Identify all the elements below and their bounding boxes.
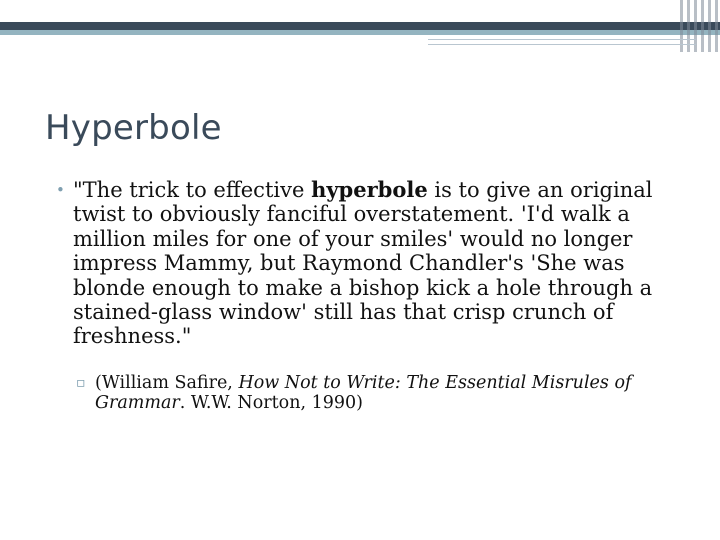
- header-accent-strip: [0, 30, 720, 35]
- header-line-decoration: [428, 37, 696, 49]
- slide-title: Hyperbole: [45, 108, 222, 148]
- quote-text-start: "The trick to effective: [73, 178, 312, 202]
- decor-line: [428, 44, 696, 45]
- decor-line: [428, 39, 696, 40]
- bullet-dot-icon: •: [56, 181, 65, 199]
- citation-author: (William Safire,: [95, 372, 239, 393]
- quote-text-end: is to give an original twist to obviously fanciful overstatement. 'I'd walk a million miles for one of your smiles' would no longer impress Mammy, but Raymond Chandler's 'She was blonde enough to make a bishop kick a hole through a stained-glass window' still has that crisp crunch of freshness.": [73, 178, 653, 349]
- header-bar: [0, 22, 720, 30]
- slide-body: [56, 178, 696, 414]
- bullet-square-icon: ▫: [76, 374, 86, 391]
- bullet-citation: [56, 373, 696, 414]
- citation-publisher: . W.W. Norton, 1990): [179, 393, 363, 414]
- citation-book-title: How Not to Write: The Essential Misrules of Grammar: [95, 372, 632, 414]
- quote-term: hyperbole: [311, 177, 428, 202]
- bullet-quote: [56, 178, 696, 349]
